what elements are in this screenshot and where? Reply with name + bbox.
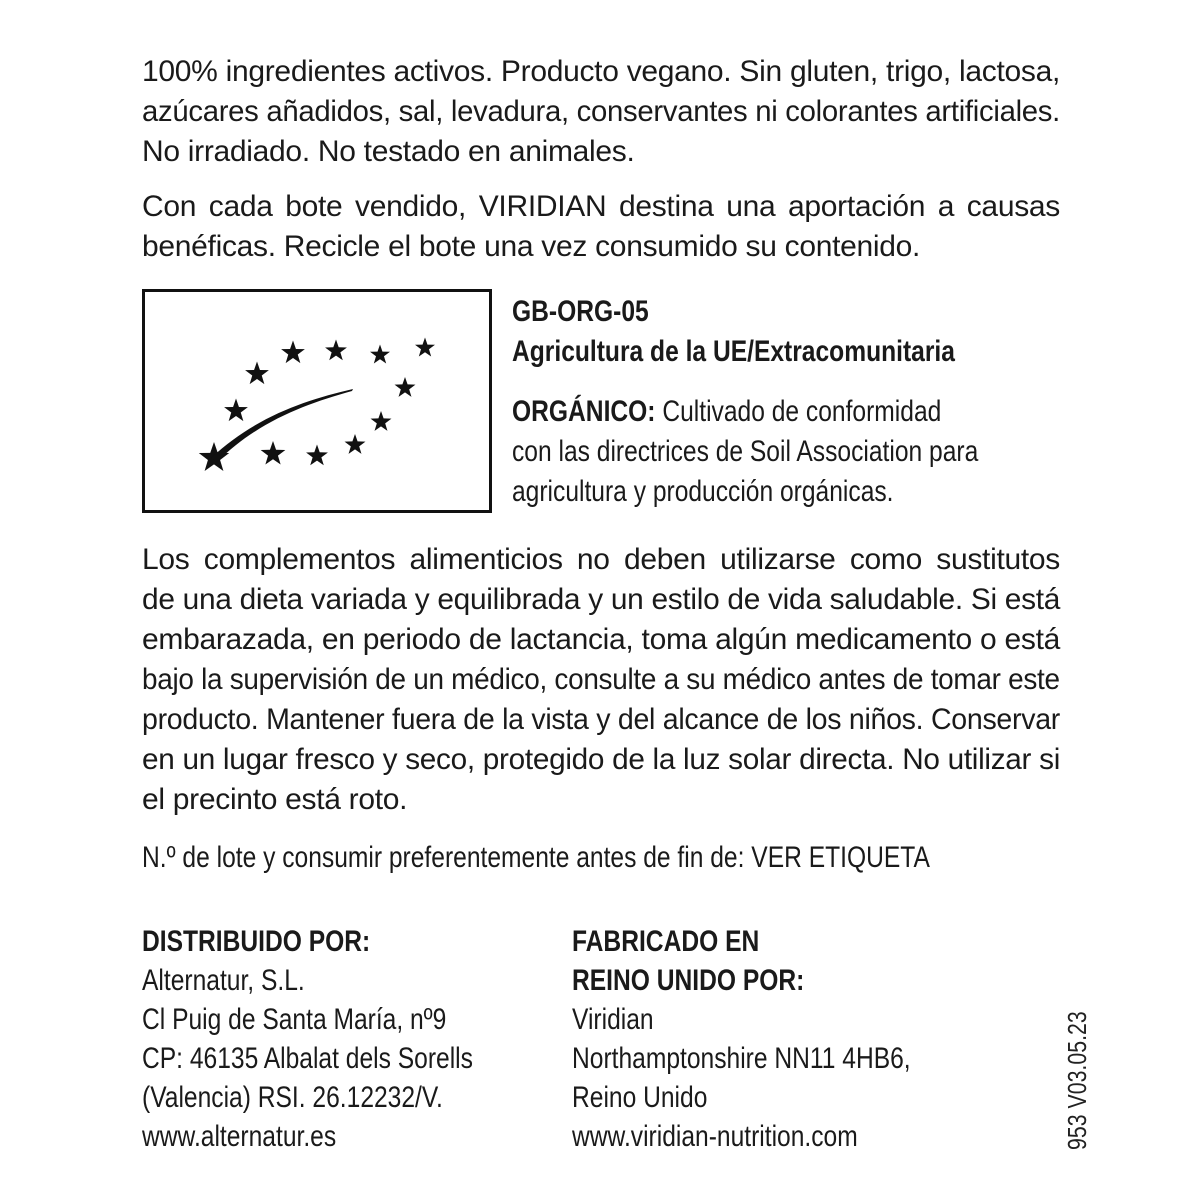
text-line: 100% ingredientes activos. Producto vegano. Sin gluten, trigo, lactosa, <box>142 55 1060 88</box>
manufacturer-website: www.viridian-nutrition.com <box>572 1120 858 1153</box>
text-line: en un lugar fresco y seco, protegido de la luz solar directa. No utilizar si <box>142 743 1061 776</box>
text-line: el precinto está roto. <box>142 783 408 816</box>
manufacturer-block <box>572 922 985 1156</box>
certification-origin: Agricultura de la UE/Extracomunitaria <box>512 335 955 368</box>
manufacturer-country: Reino Unido <box>572 1081 708 1114</box>
version-code: 953 V03.05.23 <box>1062 1011 1092 1150</box>
lot-expiry-line: N.º de lote y consumir preferentemente antes de fin de: VER ETIQUETA <box>142 841 930 874</box>
manufacturer-heading: REINO UNIDO POR: <box>572 964 805 997</box>
eu-organic-leaf-icon <box>145 292 489 510</box>
text-line: bajo la supervisión de un médico, consulte a su médico antes de tomar este <box>142 663 1060 696</box>
organic-statement <box>512 392 971 432</box>
distributor-registry: (Valencia) RSI. 26.12232/V. <box>142 1081 443 1114</box>
charity-paragraph <box>142 187 1060 267</box>
eu-organic-logo <box>142 289 492 513</box>
text-line: Con cada bote vendido, VIRIDIAN destina una aportación a causas <box>142 190 1060 223</box>
text-line: No irradiado. No testado en animales. <box>142 135 635 168</box>
text-line: Los complementos alimenticios no deben utilizarse como sustitutos <box>142 543 1060 576</box>
text-line: de una dieta variada y equilibrada y un estilo de vida saludable. Si está <box>142 583 1061 616</box>
certification-block <box>512 292 1072 512</box>
text-line: embarazada, en periodo de lactancia, toma algún medicamento o está <box>142 623 1060 656</box>
organic-text: Cultivado de conformidad <box>662 395 942 428</box>
distributor-heading: DISTRIBUIDO POR: <box>142 925 371 958</box>
text-line: producto. Mantener fuera de la vista y del alcance de los niños. Conservar <box>142 703 1061 736</box>
distributor-website: www.alternatur.es <box>142 1120 337 1153</box>
organic-text: agricultura y producción orgánicas. <box>512 475 894 508</box>
distributor-block <box>142 922 546 1156</box>
certification-code: GB-ORG-05 <box>512 295 649 328</box>
distributor-name: Alternatur, S.L. <box>142 964 305 997</box>
distributor-address: Cl Puig de Santa María, nº9 <box>142 1003 447 1036</box>
manufacturer-heading: FABRICADO EN <box>572 925 760 958</box>
text-line: azúcares añadidos, sal, levadura, conservantes ni colorantes artificiales. <box>142 95 1060 128</box>
manufacturer-name: Viridian <box>572 1003 654 1036</box>
text-line: benéficas. Recicle el bote una vez consumido su contenido. <box>142 230 921 263</box>
intro-paragraph <box>142 52 1060 172</box>
organic-label: ORGÁNICO: <box>512 395 656 428</box>
manufacturer-address: Northamptonshire NN11 4HB6, <box>572 1042 911 1075</box>
distributor-postcode: CP: 46135 Albalat dels Sorells <box>142 1042 473 1075</box>
organic-text: con las directrices de Soil Association para <box>512 435 979 468</box>
warning-paragraph <box>142 540 1060 820</box>
